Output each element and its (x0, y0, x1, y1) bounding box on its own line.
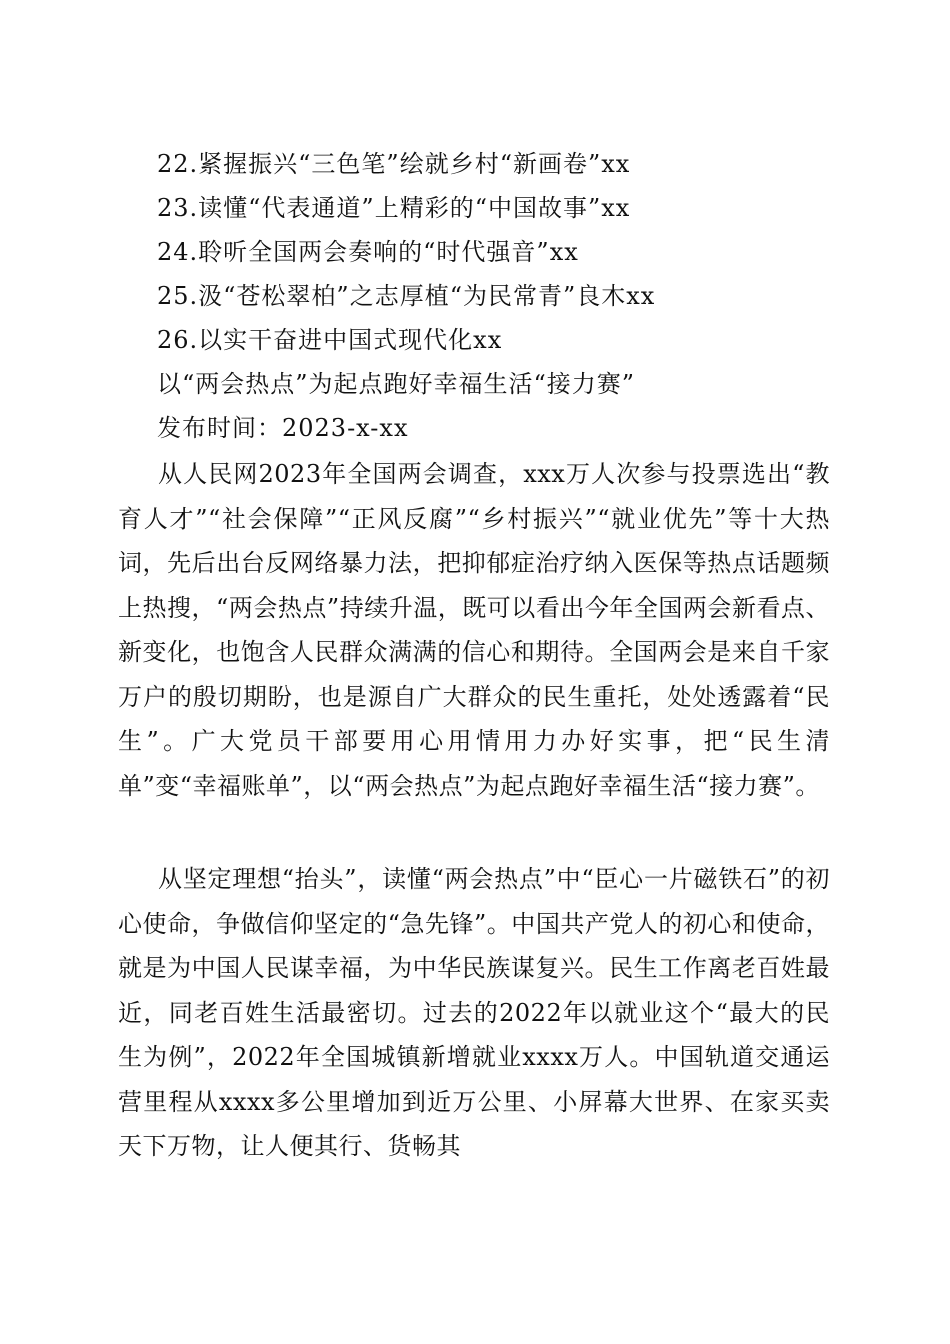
toc-item: 26.以实干奋进中国式现代化xx (157, 326, 503, 354)
body-paragraph: 从人民网2023年全国两会调查，xxx万人次参与投票选出“教育人才”“社会保障”“正风反腐”“乡村振兴”“就业优先”等十大热词，先后出台反网络暴力法，把抑郁症治疗纳入医保等热点话题频上热搜，“两会热点”持续升温，既可以看出今年全国两会新看点、新变化，也饱含人民群众满满的信心和期待。全国两会是来自千家万户的殷切期盼，也是源自广大群众的民生重托，处处透露着“民生”。广大党员干部要用心用情用力办好实事，把“民生清单”变“幸福账单”，以“两会热点”为起点跑好幸福生活“接力赛”。 (118, 460, 830, 800)
article-title: 以“两会热点”为起点跑好幸福生活“接力赛” (157, 370, 636, 398)
body-paragraph: 从坚定理想“抬头”，读懂“两会热点”中“臣心一片磁铁石”的初心使命，争做信仰坚定的“急先锋”。中国共产党人的初心和使命，就是为中国人民谋幸福，为中华民族谋复兴。民生工作离老百姓最近，同老百姓生活最密切。过去的2022年以就业这个“最大的民生为例”，2022年全国城镇新增就业xxxx万人。中国轨道交通运营里程从xxxx多公里增加到近万公里、小屏幕大世界、在家买卖天下万物，让人便其行、货畅其 (118, 865, 830, 1160)
table-of-contents (157, 142, 655, 362)
toc-item: 23.读懂“代表通道”上精彩的“中国故事”xx (157, 194, 631, 222)
publish-time: 发布时间：2023-x-xx (157, 414, 409, 442)
toc-item: 24.聆听全国两会奏响的“时代强音”xx (157, 238, 579, 266)
toc-item: 22.紧握振兴“三色笔”绘就乡村“新画卷”xx (157, 150, 631, 178)
toc-item: 25.汲“苍松翠柏”之志厚植“为民常青”良木xx (157, 282, 656, 310)
